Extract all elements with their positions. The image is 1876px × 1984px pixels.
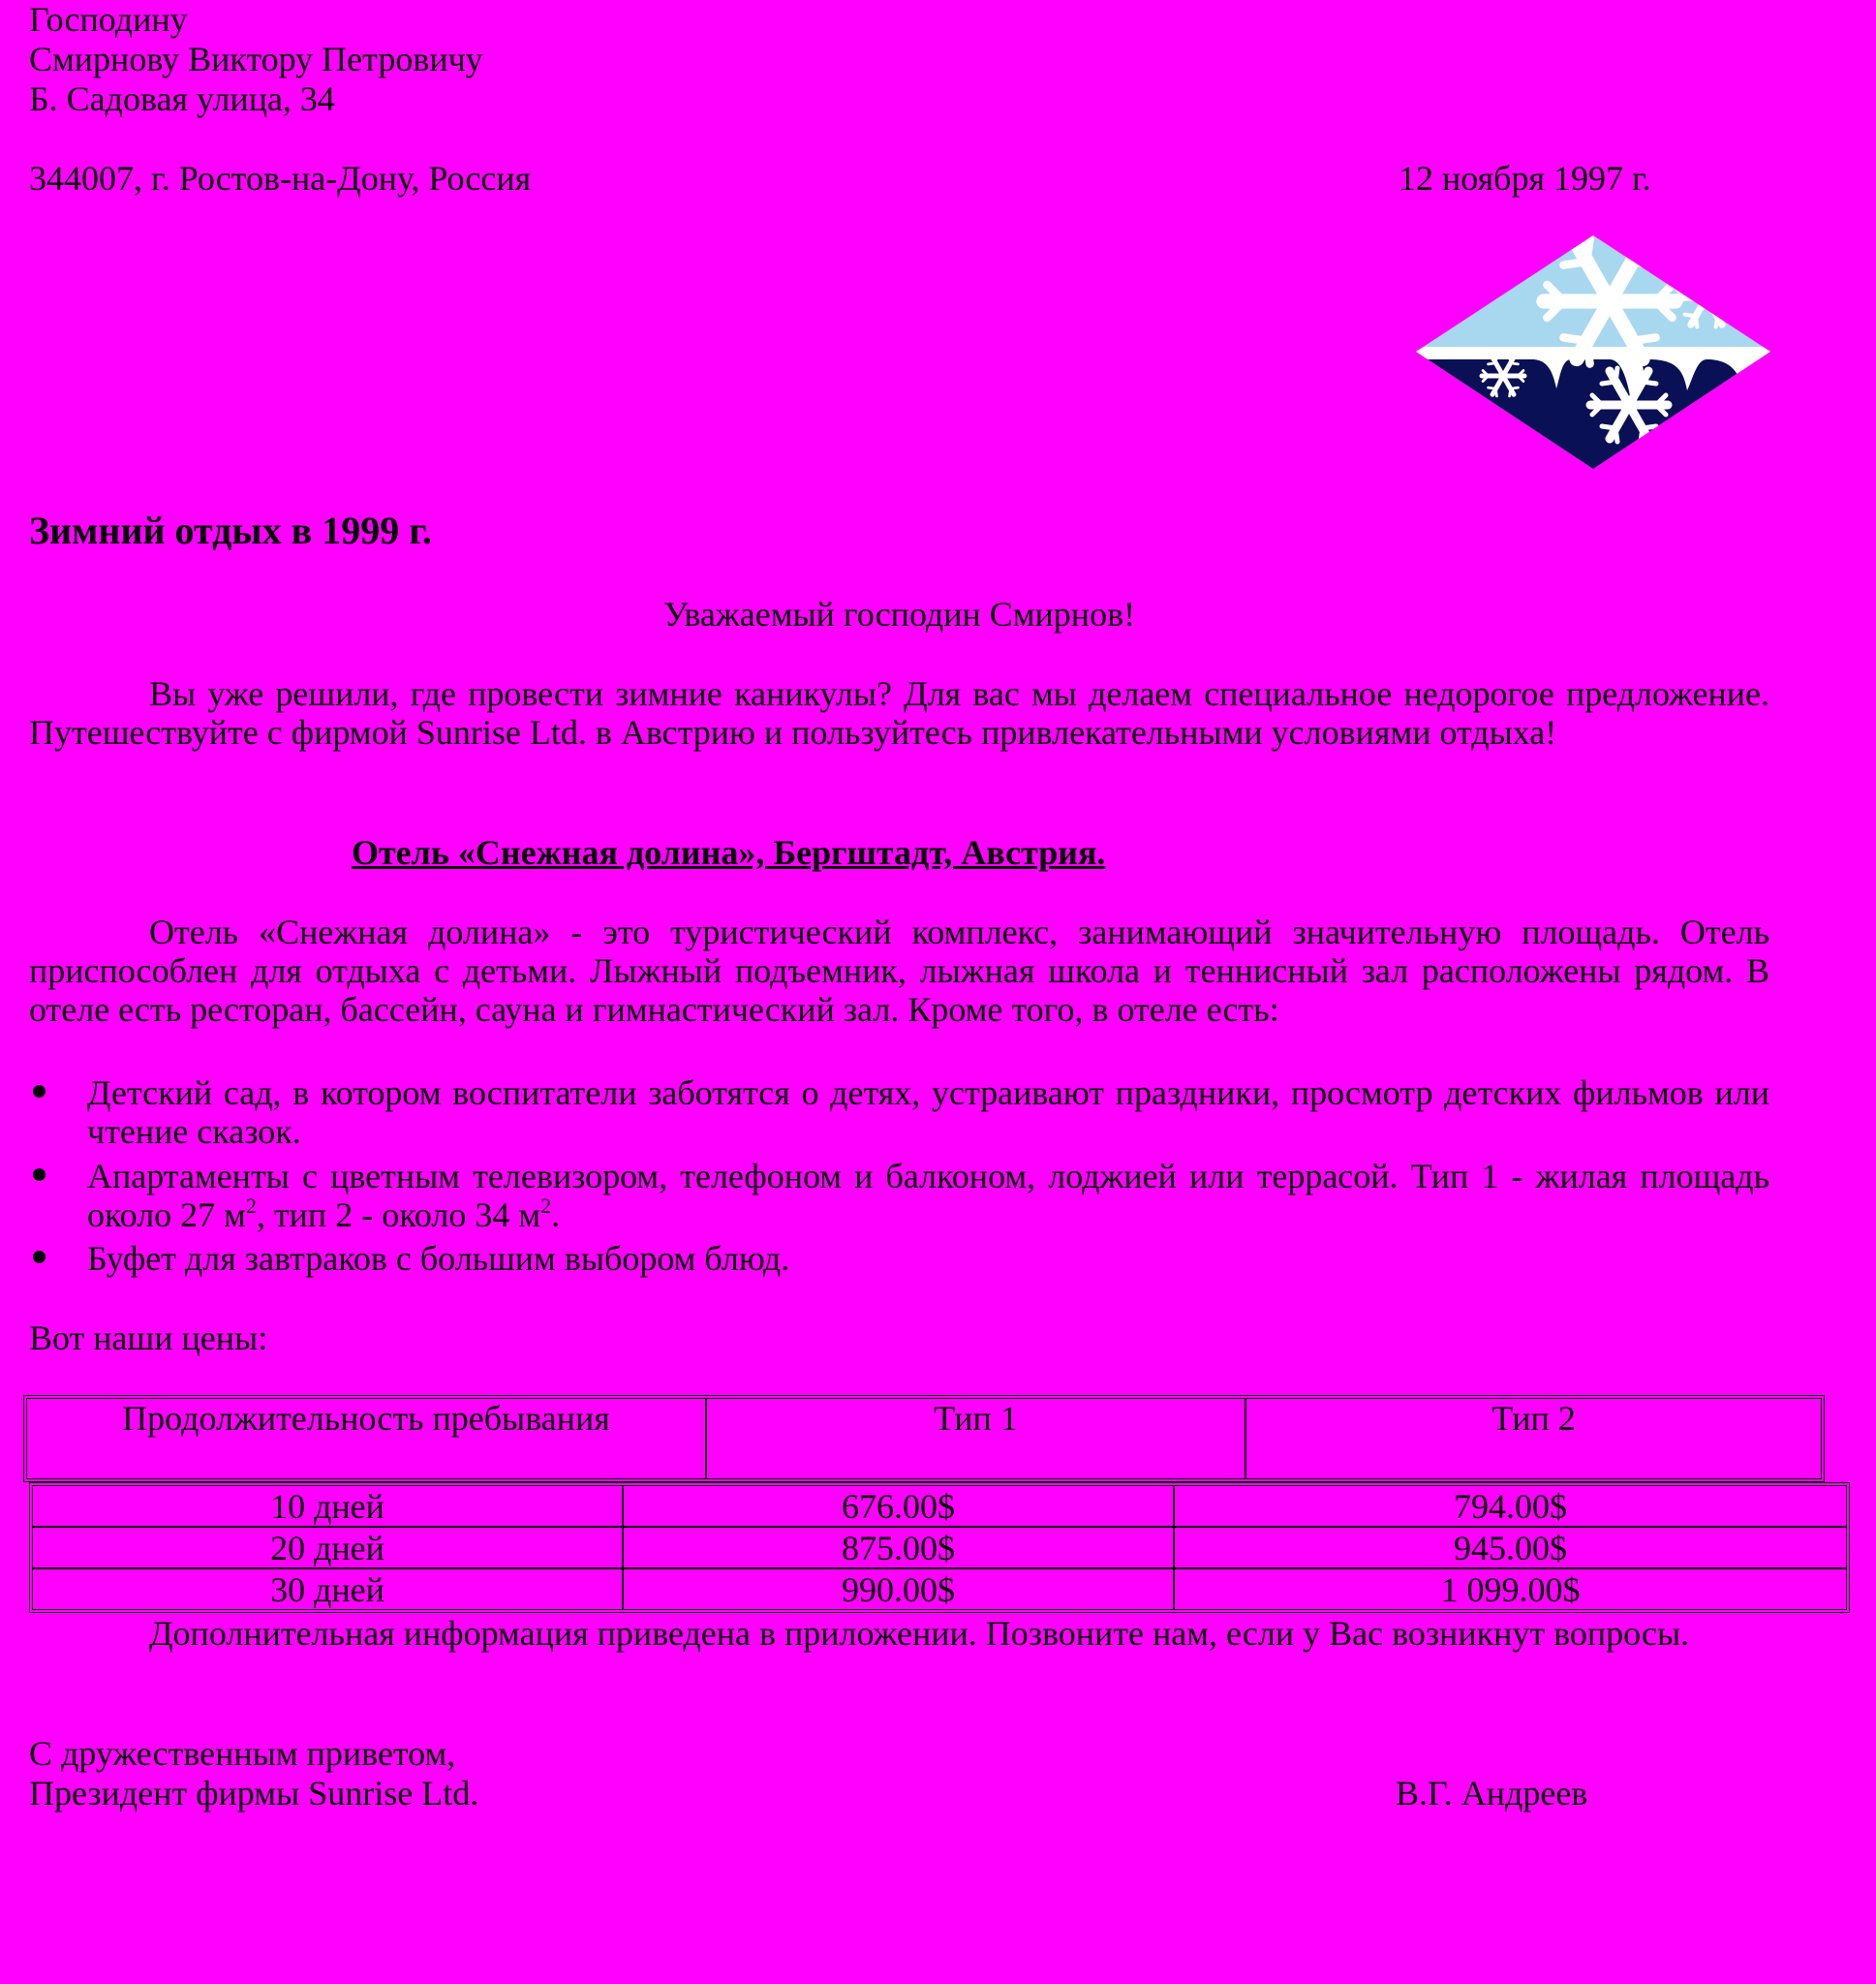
- header-type1: Тип 1: [707, 1399, 1246, 1478]
- list-item: Детский сад, в котором воспитатели заботятся о детях, устраивают праздники, просмотр детских фильмов или чтение сказок.: [87, 1073, 1769, 1151]
- greeting: Уважаемый господин Смирнов!: [662, 595, 1136, 634]
- signoff-greeting: С дружественным приветом,: [29, 1734, 456, 1773]
- prices-intro: Вот наши цены:: [29, 1318, 268, 1357]
- table-cell: 875.00$: [624, 1528, 1175, 1569]
- intro-paragraph: Вы уже решили, где провести зимние каникулы? Для вас мы делаем специальное недорогое предложение. Путешествуйте с фирмой Sunrise Ltd. в Австрию и пользуйтесь привлекательными условиями отдыха!: [29, 674, 1769, 752]
- hotel-heading: Отель «Снежная долина», Бергштадт, Австрия.: [352, 833, 1106, 872]
- signoff-name: В.Г. Андреев: [1396, 1774, 1588, 1813]
- header-duration: Продолжительность пребывания: [27, 1399, 707, 1478]
- signoff-position: Президент фирмы Sunrise Ltd.: [29, 1774, 479, 1813]
- table-cell: 1 099.00$: [1440, 1569, 1581, 1609]
- bullet-icon: [33, 1251, 46, 1263]
- table-row: [33, 1486, 1846, 1528]
- snowflake-logo-icon: [1416, 235, 1770, 469]
- table-cell: 20 дней: [33, 1528, 624, 1569]
- table-cell: 30 дней: [33, 1569, 624, 1609]
- bullet-icon: [33, 1168, 46, 1181]
- table-row: [33, 1528, 1846, 1569]
- bullet-icon: [33, 1085, 46, 1098]
- hotel-description: Отель «Снежная долина» - это туристический комплекс, занимающий значительную площадь. Отель приспособлен для отдыха с детьми. Лыжный подъемник, лыжная школа и теннисный зал расположены рядом. В отеле есть ресторан, бассейн, сауна и гимнастический зал. Кроме того, в отеле есть:: [29, 913, 1769, 1029]
- table-cell: 10 дней: [33, 1486, 624, 1528]
- letter-date: 12 ноября 1997 г.: [1399, 159, 1651, 198]
- recipient-name: Смирнову Виктору Петровичу: [29, 40, 483, 78]
- table-cell: 676.00$: [624, 1486, 1175, 1528]
- list-item: Буфет для завтраков с большим выбором блюд.: [87, 1239, 790, 1278]
- recipient-salutation: Господину: [29, 0, 188, 39]
- table-cell: 794.00$: [1175, 1486, 1846, 1528]
- table-cell: 990.00$: [624, 1569, 1175, 1609]
- price-table: [29, 1482, 1850, 1613]
- recipient-city: 344007, г. Ростов-на-Дону, Россия: [29, 159, 532, 198]
- table-cell: 945.00$: [1175, 1528, 1846, 1569]
- closing-paragraph: Дополнительная информация приведена в приложении. Позвоните нам, если у Вас возникнут вопросы.: [149, 1614, 1690, 1653]
- letter-title: Зимний отдых в 1999 г.: [29, 509, 432, 552]
- table-row: [33, 1569, 1846, 1609]
- recipient-street: Б. Садовая улица, 34: [29, 79, 335, 118]
- list-item: Апартаменты с цветным телевизором, телефоном и балконом, лоджией или террасой. Тип 1 - жилая площадь около 27 $м^2$, тип 2 - около 34 $м^2$.: [87, 1157, 1769, 1234]
- price-table-header: [23, 1395, 1825, 1482]
- header-type2: Тип 2: [1492, 1399, 1576, 1438]
